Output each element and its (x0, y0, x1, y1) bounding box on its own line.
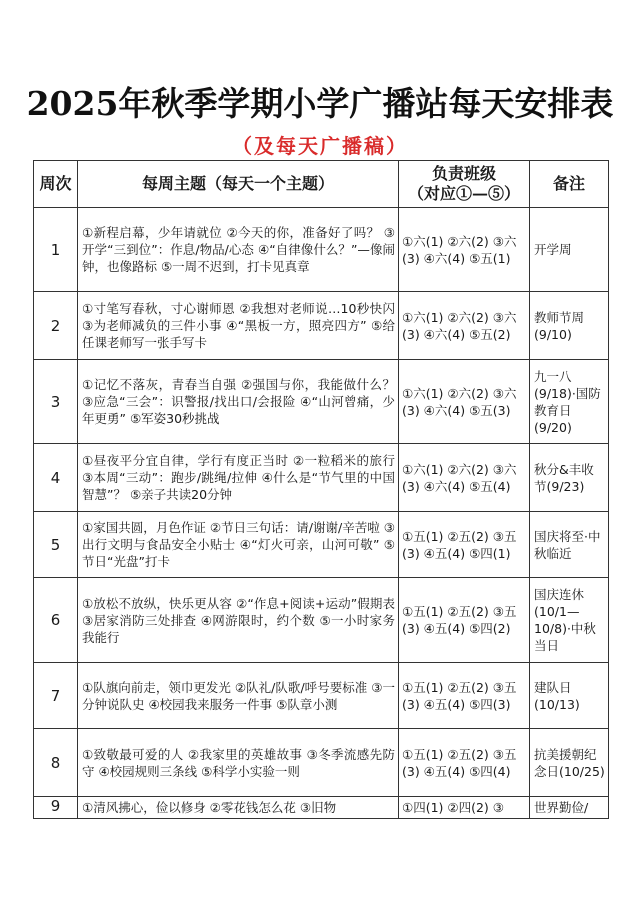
classes-cell: ①六(1) ②六(2) ③六(3) ④六(4) ⑤五(3) (399, 360, 530, 444)
classes-cell: ①五(1) ②五(2) ③五(3) ④五(4) ⑤四(2) (399, 578, 530, 663)
week-cell: 6 (34, 578, 78, 663)
week-cell: 8 (34, 729, 78, 797)
note-cell: 开学周 (530, 208, 609, 292)
header-theme: 每周主题（每天一个主题） (78, 161, 399, 208)
table-header-row (34, 161, 609, 208)
classes-cell: ①五(1) ②五(2) ③五(3) ④五(4) ⑤四(3) (399, 663, 530, 729)
header-classes (399, 161, 530, 208)
note-cell: 秋分&丰收节(9/23) (530, 444, 609, 512)
theme-cell: ①致敬最可爱的人 ②我家里的英雄故事 ③冬季流感先防守 ④校园规则三条线 ⑤科学小实验一则 (78, 729, 399, 797)
note-cell: 世界勤俭/ (530, 797, 609, 819)
table-row (34, 663, 609, 729)
table-row (34, 797, 609, 819)
week-cell: 3 (34, 360, 78, 444)
note-cell: 教师节周(9/10) (530, 292, 609, 360)
header-classes-line2: （对应①—⑤） (407, 184, 520, 203)
theme-cell: ①家国共圆，月色作证 ②节日三句话：请/谢谢/辛苦啦 ③出行文明与食品安全小贴士 ④“灯火可亲，山河可敬” ⑤节日“光盘”打卡 (78, 512, 399, 578)
note-cell: 国庆将至·中秋临近 (530, 512, 609, 578)
classes-cell: ①四(1) ②四(2) ③ (399, 797, 530, 819)
header-classes-line1: 负责班级 (431, 164, 496, 183)
classes-cell: ①六(1) ②六(2) ③六(3) ④六(4) ⑤五(4) (399, 444, 530, 512)
theme-cell: ①放松不放纵，快乐更从容 ②“作息+阅读+运动”假期表 ③居家消防三处排查 ④网游限时，约个数 ⑤一小时家务我能行 (78, 578, 399, 663)
week-cell: 1 (34, 208, 78, 292)
classes-cell: ①六(1) ②六(2) ③六(3) ④六(4) ⑤五(1) (399, 208, 530, 292)
theme-cell: ①队旗向前走，领巾更发光 ②队礼/队歌/呼号要标准 ③一分钟说队史 ④校园我来服务一件事 ⑤队章小测 (78, 663, 399, 729)
table-row (34, 729, 609, 797)
theme-cell: ①新程启幕，少年请就位 ②今天的你，准备好了吗？ ③开学“三到位”：作息/物品/心态 ④“自律像什么？”—像闹钟，也像路标 ⑤一周不迟到，打卡见真章 (78, 208, 399, 292)
table-row (34, 208, 609, 292)
header-week: 周次 (34, 161, 78, 208)
page-subtitle: （及每天广播稿） (232, 134, 408, 158)
table-row (34, 512, 609, 578)
theme-cell: ①昼夜平分宜自律，学行有度正当时 ②一粒稻米的旅行 ③本周“三动”：跑步/跳绳/拉伸 ④什么是“节气里的中国智慧”？ ⑤亲子共读20分钟 (78, 444, 399, 512)
table-row (34, 360, 609, 444)
table-row (34, 578, 609, 663)
week-cell: 4 (34, 444, 78, 512)
week-cell: 7 (34, 663, 78, 729)
theme-cell: ①寸笔写春秋，寸心谢师恩 ②我想对老师说…10秒快闪 ③为老师减负的三件小事 ④“黑板一方，照亮四方” ⑤给任课老师写一张手写卡 (78, 292, 399, 360)
week-cell: 2 (34, 292, 78, 360)
note-cell: 国庆连休(10/1—10/8)·中秋当日 (530, 578, 609, 663)
page-title: 2025年秋季学期小学广播站每天安排表 (26, 84, 614, 123)
note-cell: 九一八(9/18)·国防教育日(9/20) (530, 360, 609, 444)
theme-cell: ①记忆不落灰，青春当自强 ②强国与你，我能做什么？ ③应急“三会”：识警报/找出口/会报险 ④“山河曾痛，少年更勇” ⑤军姿30秒挑战 (78, 360, 399, 444)
note-cell: 抗美援朝纪念日(10/25) (530, 729, 609, 797)
table-row (34, 292, 609, 360)
classes-cell: ①五(1) ②五(2) ③五(3) ④五(4) ⑤四(4) (399, 729, 530, 797)
week-cell: 9 (34, 797, 78, 819)
theme-cell: ①清风拂心，俭以修身 ②零花钱怎么花 ③旧物 (78, 797, 399, 819)
table-row (34, 444, 609, 512)
classes-cell: ①六(1) ②六(2) ③六(3) ④六(4) ⑤五(2) (399, 292, 530, 360)
schedule-table (33, 160, 609, 819)
classes-cell: ①五(1) ②五(2) ③五(3) ④五(4) ⑤四(1) (399, 512, 530, 578)
note-cell: 建队日(10/13) (530, 663, 609, 729)
header-note: 备注 (530, 161, 609, 208)
week-cell: 5 (34, 512, 78, 578)
